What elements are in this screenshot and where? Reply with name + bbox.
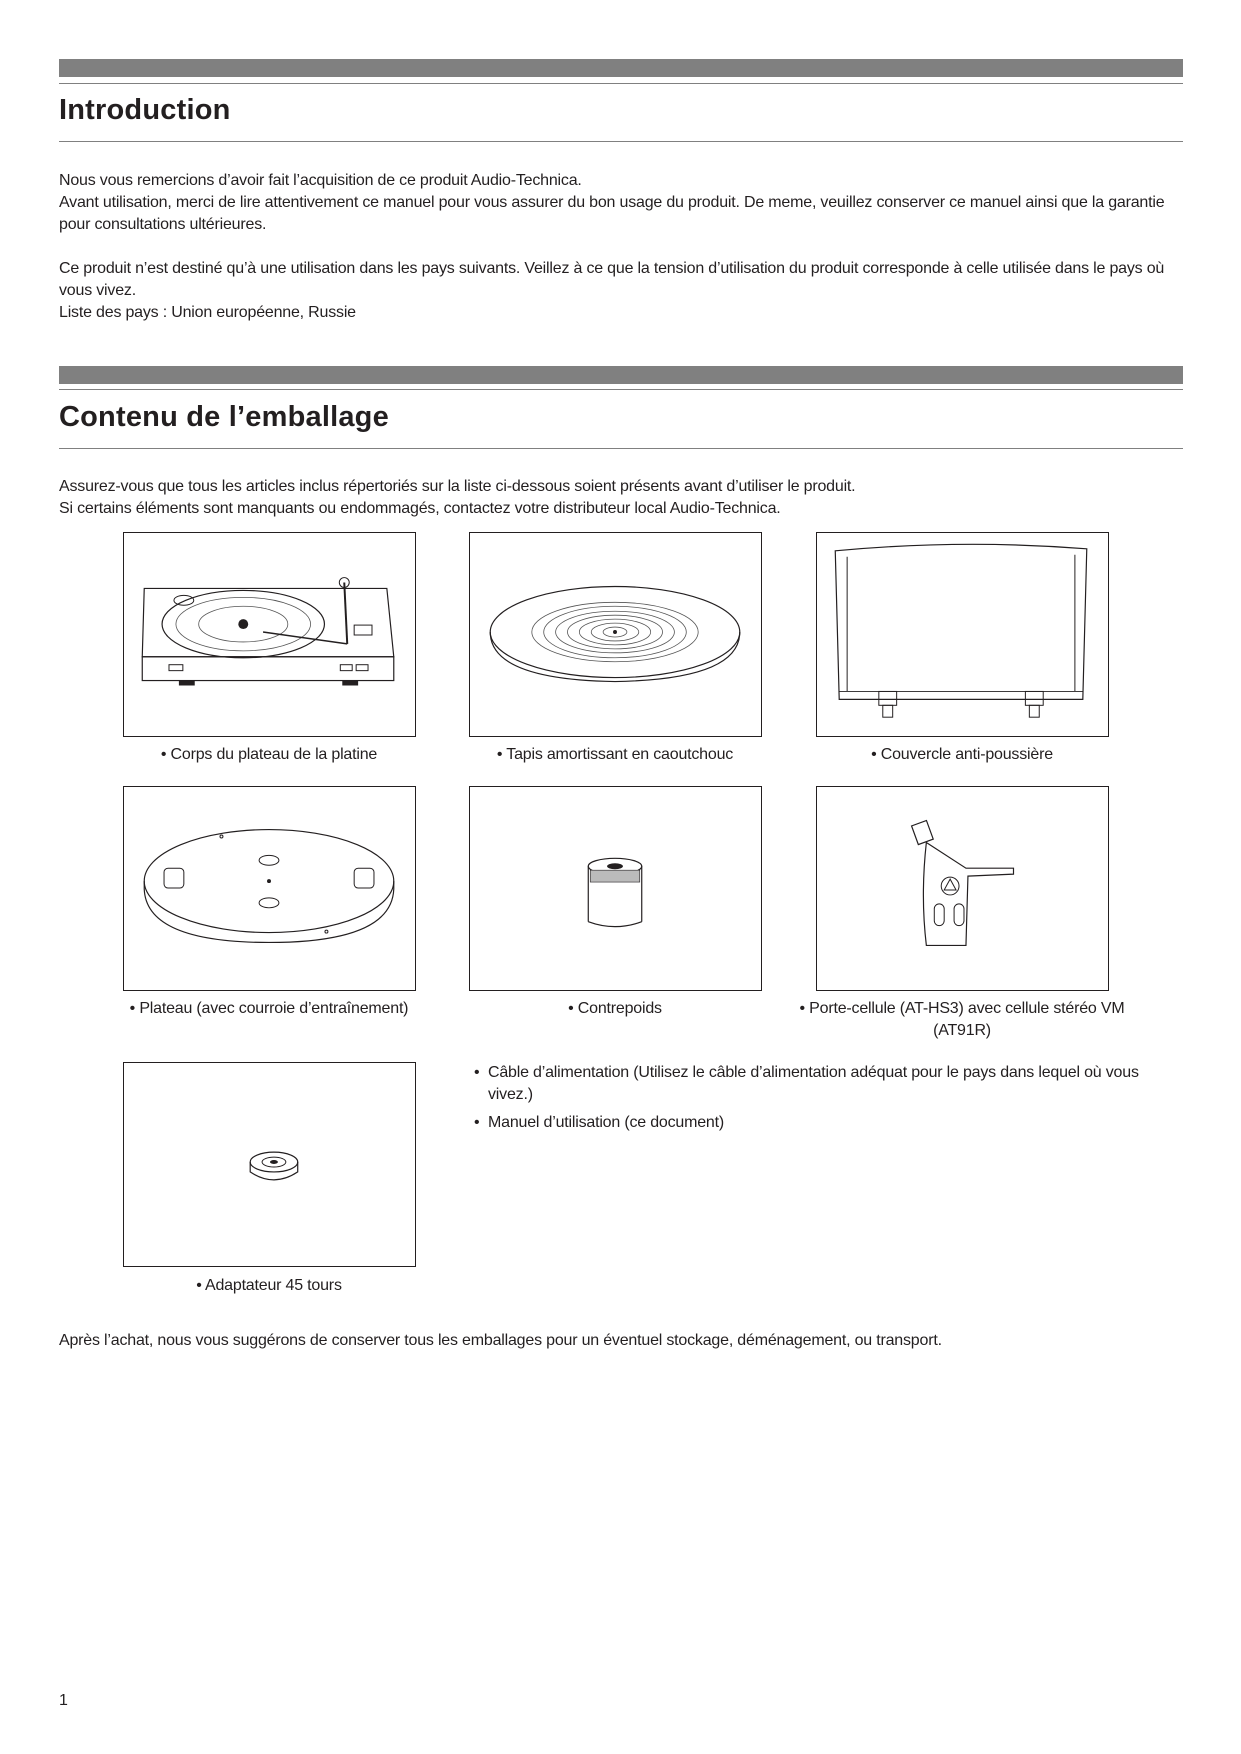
platter-illustration xyxy=(124,787,415,990)
figure-headshell xyxy=(816,786,1109,991)
caption-dust-cover: • Couvercle anti-poussière xyxy=(871,746,1053,763)
turntable-body-illustration xyxy=(124,533,415,736)
list-item: • Câble d’alimentation (Utilisez le câble d’alimentation adéquat pour le pays dans lequel où vous vivez.) xyxy=(474,1062,1154,1106)
dust-cover-illustration xyxy=(817,533,1108,736)
intro-paragraph-2 xyxy=(59,258,1183,324)
intro-line-4: Liste des pays : Union européenne, Russie xyxy=(59,304,356,321)
intro-paragraph-1 xyxy=(59,170,1183,236)
contents-paragraph xyxy=(59,476,1183,520)
headshell-illustration xyxy=(817,787,1108,990)
section-rule-contents-top xyxy=(59,389,1183,390)
page-number: 1 xyxy=(59,1692,68,1709)
counterweight-illustration xyxy=(470,787,761,990)
intro-line-3: Ce produit n’est destiné qu’à une utilisation dans les pays suivants. Veillez à ce que la tension d’utilisation du produit corresponde à celle utilisée dans le pays où vous vivez. xyxy=(59,260,1165,299)
caption-headshell: • Porte-cellule (AT-HS3) avec cellule stéréo VM (AT91R) xyxy=(799,1000,1125,1039)
caption-turntable-body: • Corps du plateau de la platine xyxy=(160,746,378,763)
caption-counterweight: • Contrepoids xyxy=(568,1000,662,1017)
intro-line-2: Avant utilisation, merci de lire attentivement ce manuel pour vous assurer du bon usage du produit. De meme, veuillez conserver ce manuel ainsi que la garantie pour consultations ultérieures. xyxy=(59,194,1165,233)
figure-dust-cover xyxy=(816,532,1109,737)
rubber-mat-illustration xyxy=(470,533,761,736)
section-rule-intro-top xyxy=(59,83,1183,84)
figure-turntable-body xyxy=(123,532,416,737)
figure-platter xyxy=(123,786,416,991)
contents-line-1: Assurez-vous que tous les articles inclus répertoriés sur la liste ci-dessous soient présents avant d’utiliser le produit. xyxy=(59,478,856,495)
figure-rubber-mat xyxy=(469,532,762,737)
intro-line-1: Nous vous remercions d’avoir fait l’acquisition de ce produit Audio-Technica. xyxy=(59,172,582,189)
caption-platter: • Plateau (avec courroie d’entraînement) xyxy=(129,1000,409,1017)
caption-rubber-mat: • Tapis amortissant en caoutchouc xyxy=(496,746,734,763)
extra-items-list xyxy=(474,1062,1154,1140)
contents-title: Contenu de l’emballage xyxy=(59,401,389,433)
list-item: • Manuel d’utilisation (ce document) xyxy=(474,1112,1154,1134)
contents-line-2: Si certains éléments sont manquants ou endommagés, contactez votre distributeur local Audio-Technica. xyxy=(59,500,781,517)
section-rule-contents-bottom xyxy=(59,448,1183,449)
section-bar-intro xyxy=(59,59,1183,77)
footer-paragraph: Après l’achat, nous vous suggérons de conserver tous les emballages pour un éventuel stockage, déménagement, ou transport. xyxy=(59,1332,942,1349)
adapter-45-illustration xyxy=(124,1063,415,1266)
section-rule-intro-bottom xyxy=(59,141,1183,142)
figure-counterweight xyxy=(469,786,762,991)
intro-title: Introduction xyxy=(59,94,231,126)
section-bar-contents xyxy=(59,366,1183,384)
figure-45-adapter xyxy=(123,1062,416,1267)
caption-45-adapter: • Adaptateur 45 tours xyxy=(196,1277,342,1294)
